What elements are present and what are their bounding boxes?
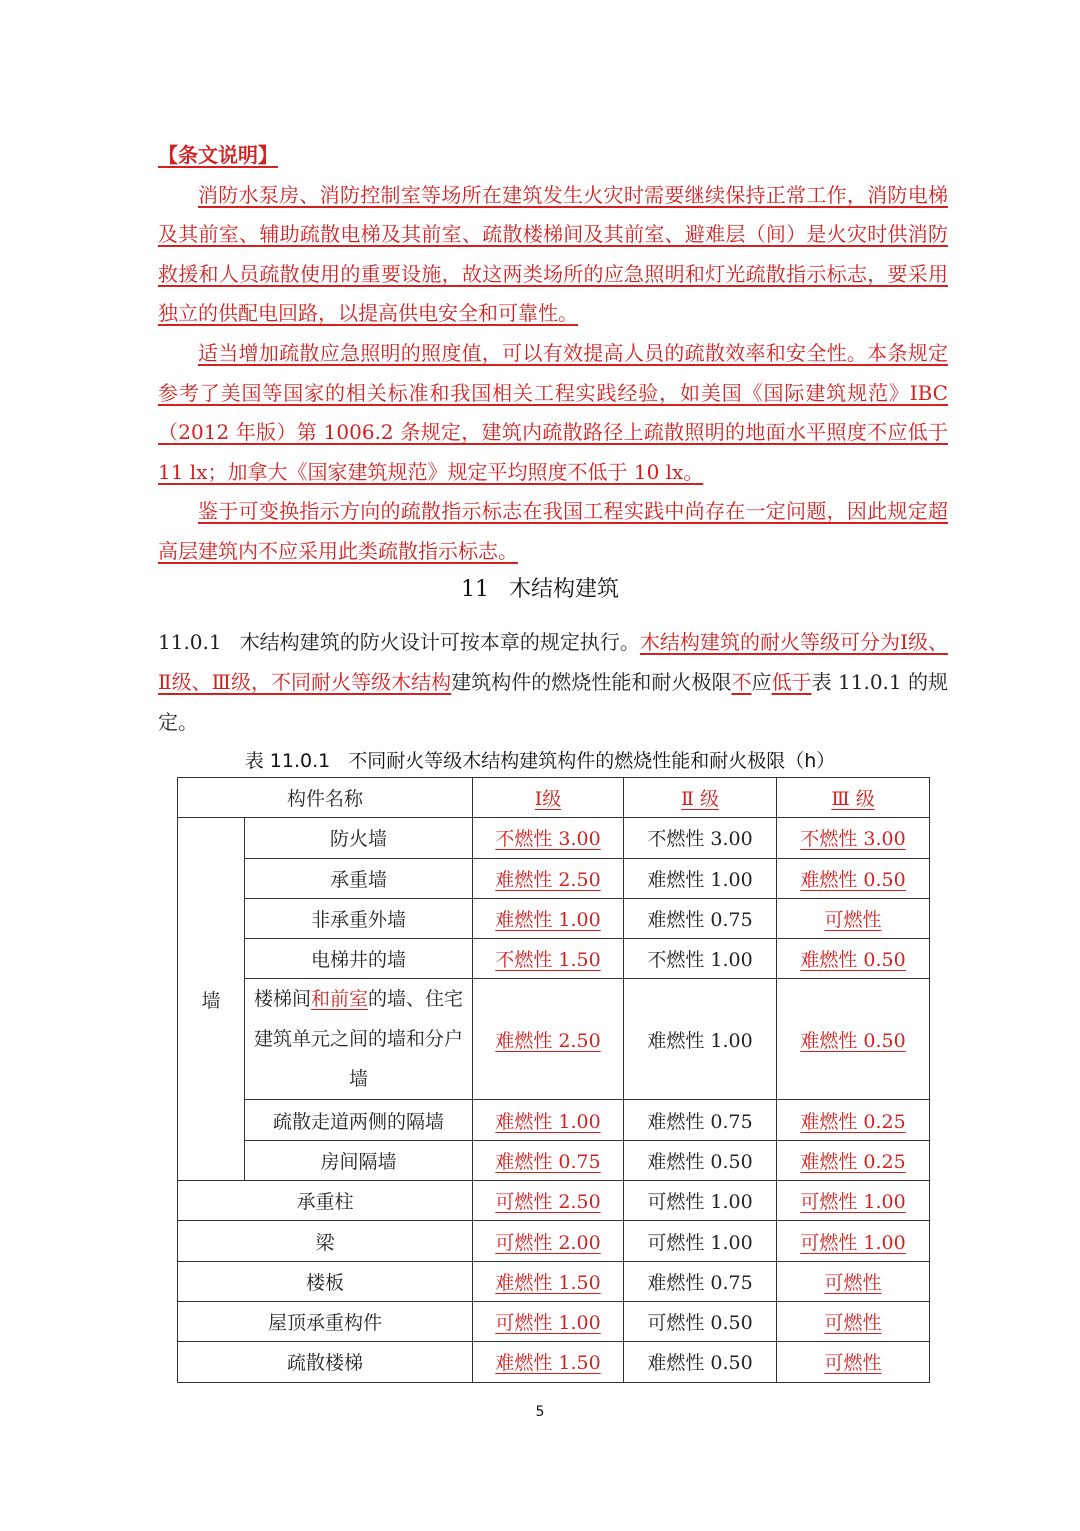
grade-1-cell: 可燃性 2.00	[473, 1221, 624, 1261]
grade-3-cell: 可燃性 1.00	[777, 1181, 930, 1221]
wall-group-label: 墙	[178, 818, 245, 1181]
grade-2-cell: 不燃性 1.00	[624, 939, 777, 979]
table-header-row	[178, 778, 930, 818]
stairwell-text-b-revised: 和前室	[311, 988, 369, 1011]
header-grade-1: Ⅰ级	[473, 778, 624, 818]
table-row	[178, 1342, 930, 1382]
chapter-name: 木结构建筑	[508, 577, 619, 602]
table-caption-text: 不同耐火等级木结构建筑构件的燃烧性能和耐火极限（h）	[348, 750, 836, 772]
clause-explanation	[158, 136, 948, 572]
explanation-paragraph-2	[158, 334, 948, 492]
header-grade-3: Ⅲ 级	[777, 778, 930, 818]
grade-1-cell: 不燃性 1.50	[473, 939, 624, 979]
grade-3-cell: 可燃性	[777, 898, 930, 938]
grade-2-cell: 难燃性 0.50	[624, 1342, 777, 1382]
grade-2-cell: 难燃性 1.00	[624, 979, 777, 1100]
row-name: 房间隔墙	[245, 1140, 473, 1180]
stairwell-text-a: 楼梯间	[253, 988, 311, 1011]
stairwell-text-c: 的墙、住宅建筑单元之间的墙和分户墙	[254, 988, 464, 1091]
grade-3-cell: 可燃性	[777, 1261, 930, 1301]
row-name: 疏散走道两侧的隔墙	[245, 1100, 473, 1140]
table-row	[178, 818, 930, 858]
page-number: 5	[535, 1404, 545, 1420]
grade-2-cell: 难燃性 0.75	[624, 1261, 777, 1301]
table-row	[178, 1140, 930, 1180]
chapter-title	[0, 572, 1080, 603]
table-row	[178, 1261, 930, 1301]
clause-text-4-revised: 不	[731, 670, 752, 694]
table-row	[178, 979, 930, 1100]
grade-2-cell: 不燃性 3.00	[624, 818, 777, 858]
table-row	[178, 858, 930, 898]
row-name: 承重柱	[178, 1181, 473, 1221]
clause-text-5: 应	[751, 670, 772, 694]
clause-text-7: 表 11.0.1 的规定。	[158, 670, 949, 734]
clause-text-3: 建筑构件的燃烧性能和耐火极限	[451, 670, 732, 694]
grade-2-cell: 可燃性 1.00	[624, 1221, 777, 1261]
grade-1-cell: 难燃性 1.00	[473, 1100, 624, 1140]
grade-1-cell: 难燃性 2.50	[473, 858, 624, 898]
grade-3-cell: 难燃性 0.25	[777, 1100, 930, 1140]
grade-1-cell: 难燃性 1.00	[473, 898, 624, 938]
row-name-stairwell-wall	[245, 979, 473, 1100]
explanation-heading-line	[158, 136, 948, 176]
table-row	[178, 1181, 930, 1221]
grade-1-cell: 可燃性 2.50	[473, 1181, 624, 1221]
grade-1-cell: 可燃性 1.00	[473, 1301, 624, 1341]
grade-1-cell: 难燃性 0.75	[473, 1140, 624, 1180]
row-name: 非承重外墙	[245, 898, 473, 938]
table-row	[178, 898, 930, 938]
row-name: 电梯井的墙	[245, 939, 473, 979]
grade-1-cell: 难燃性 1.50	[473, 1261, 624, 1301]
grade-3-cell: 可燃性	[777, 1301, 930, 1341]
row-name: 疏散楼梯	[178, 1342, 473, 1382]
table-caption-number: 表 11.0.1	[244, 750, 331, 772]
grade-3-cell: 难燃性 0.50	[777, 939, 930, 979]
explanation-p3-text: 鉴于可变换指示方向的疏散指示标志在我国工程实践中尚存在一定问题，因此规定超高层建筑内不应采用此类疏散指示标志。	[158, 499, 948, 563]
clause-text-2-revised: 木结构建筑的耐火等级可分为Ⅰ级、Ⅱ级、Ⅲ级，不同耐火等级木结构	[158, 630, 949, 694]
row-name: 梁	[178, 1221, 473, 1261]
grade-3-cell: 难燃性 0.50	[777, 979, 930, 1100]
grade-3-cell: 可燃性 1.00	[777, 1221, 930, 1261]
table-caption	[0, 746, 1080, 773]
grade-2-cell: 难燃性 0.50	[624, 1140, 777, 1180]
chapter-number: 11	[460, 577, 489, 602]
grade-2-cell: 难燃性 0.75	[624, 898, 777, 938]
header-component-name: 构件名称	[178, 778, 473, 818]
table-row	[178, 1221, 930, 1261]
grade-2-cell: 难燃性 0.75	[624, 1100, 777, 1140]
explanation-p2-text: 适当增加疏散应急照明的照度值，可以有效提高人员的疏散效率和安全性。本条规定参考了美国等国家的相关标准和我国相关工程实践经验，如美国《国际建筑规范》IBC（2012 年版）第 1006.2 条规定，建筑内疏散路径上疏散照明的地面水平照度不应低于 11 lx；加拿大《国家建筑规范》规定平均照度不低于 10 lx。	[158, 340, 948, 484]
table-row	[178, 1100, 930, 1140]
grade-3-cell: 不燃性 3.00	[777, 818, 930, 858]
grade-2-cell: 难燃性 1.00	[624, 858, 777, 898]
clause-11-0-1	[158, 622, 948, 742]
grade-2-cell: 可燃性 0.50	[624, 1301, 777, 1341]
row-name: 承重墙	[245, 858, 473, 898]
table-row	[178, 1301, 930, 1341]
clause-text-6-revised: 低于	[771, 670, 812, 694]
row-name: 楼板	[178, 1261, 473, 1301]
explanation-paragraph-3	[158, 492, 948, 571]
grade-1-cell: 难燃性 1.50	[473, 1342, 624, 1382]
grade-3-cell: 可燃性	[777, 1342, 930, 1382]
explanation-paragraph-1	[158, 176, 948, 334]
row-name: 屋顶承重构件	[178, 1301, 473, 1341]
grade-3-cell: 难燃性 0.50	[777, 858, 930, 898]
explanation-p1-text: 消防水泵房、消防控制室等场所在建筑发生火灾时需要继续保持正常工作，消防电梯及其前室、辅助疏散电梯及其前室、疏散楼梯间及其前室、避难层（间）是火灾时供消防救援和人员疏散使用的重要设施，故这两类场所的应急照明和灯光疏散指示标志，要采用独立的供配电回路，以提高供电安全和可靠性。	[158, 182, 948, 326]
clause-number: 11.0.1	[158, 630, 222, 654]
grade-1-cell: 难燃性 2.50	[473, 979, 624, 1100]
table-row	[178, 939, 930, 979]
grade-3-cell: 难燃性 0.25	[777, 1140, 930, 1180]
fire-resistance-table	[177, 777, 930, 1383]
explanation-heading: 【条文说明】	[158, 143, 278, 167]
grade-2-cell: 可燃性 1.00	[624, 1181, 777, 1221]
grade-1-cell: 不燃性 3.00	[473, 818, 624, 858]
clause-text-1: 木结构建筑的防火设计可按本章的规定执行。	[239, 630, 640, 654]
row-name: 防火墙	[245, 818, 473, 858]
header-grade-2: Ⅱ 级	[624, 778, 777, 818]
